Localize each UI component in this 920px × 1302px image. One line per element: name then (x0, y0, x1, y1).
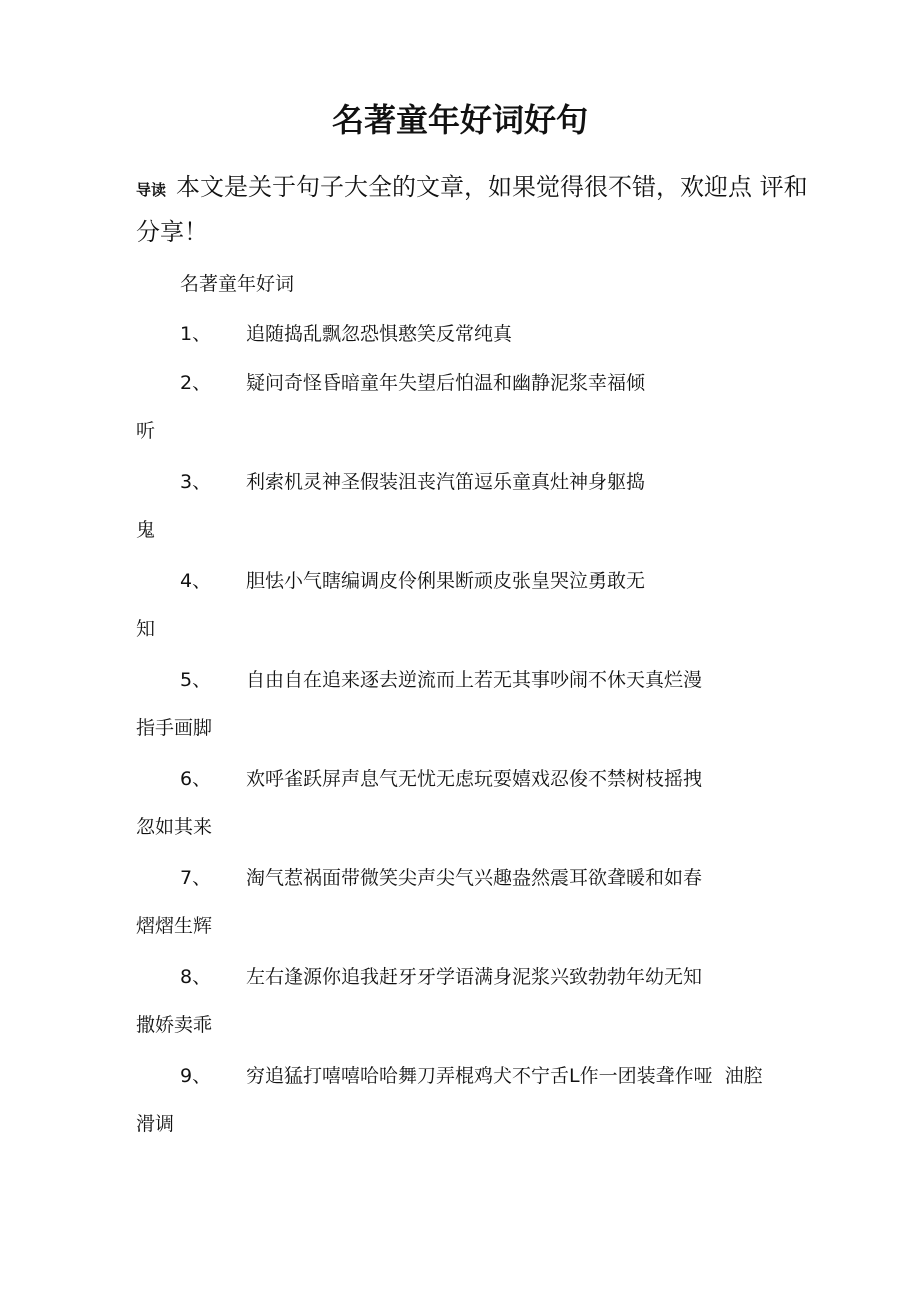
item-words: 疑问奇怪昏暗童年失望后怕温和幽静泥浆幸福倾 (246, 372, 646, 394)
item-number: 1、 (180, 323, 212, 345)
list-item (136, 664, 816, 739)
list-item (136, 1060, 816, 1135)
intro-text: 本文是关于句子大全的文章，如果觉得很不错，欢迎点 评和分享！ (136, 173, 808, 246)
item-number: 8、 (180, 966, 212, 988)
item-continuation: 忽如其来 (136, 816, 213, 838)
list-item (136, 565, 816, 640)
intro-lead: 导读 (136, 181, 167, 199)
item-number: 9、 (180, 1065, 212, 1087)
item-continuation: 撒娇卖乖 (136, 1014, 213, 1036)
item-words: 自由自在追来逐去逆流而上若无其事吵闹不休天真烂漫 (246, 669, 703, 691)
section-heading: 名著童年好词 (180, 273, 295, 295)
intro-paragraph (136, 166, 816, 253)
item-number: 4、 (180, 570, 212, 592)
item-continuation: 滑调 (136, 1113, 175, 1135)
item-number: 5、 (180, 669, 212, 691)
list-item (136, 961, 816, 1036)
item-words: 追随捣乱飘忽恐惧憨笑反常纯真 (246, 323, 513, 345)
item-number: 3、 (180, 471, 212, 493)
item-continuation: 知 (136, 618, 156, 640)
item-number: 6、 (180, 768, 212, 790)
list-item (136, 763, 816, 838)
list-item (136, 466, 816, 541)
item-words: 穷追猛打嘻嘻哈哈舞刀弄棍鸡犬不宁舌L作一团装聋作哑 油腔 (246, 1065, 763, 1087)
item-words: 利索机灵神圣假装沮丧汽笛逗乐童真灶神身躯捣 (246, 471, 646, 493)
list-item (136, 862, 816, 937)
item-continuation: 听 (136, 420, 156, 442)
item-words: 淘气惹祸面带微笑尖声尖气兴趣盎然震耳欲聋暖和如春 (246, 867, 703, 889)
item-number: 2、 (180, 372, 212, 394)
item-number: 7、 (180, 867, 212, 889)
item-continuation: 鬼 (136, 519, 156, 541)
list-item (136, 318, 816, 350)
item-words: 胆怯小气瞎编调皮伶俐果断顽皮张皇哭泣勇敢无 (246, 570, 646, 592)
list-item (136, 367, 816, 442)
item-continuation: 指手画脚 (136, 717, 213, 739)
document-title: 名著童年好词好句 (331, 101, 588, 139)
item-words: 欢呼雀跃屏声息气无忧无虑玩耍嬉戏忍俊不禁树枝摇拽 (246, 768, 703, 790)
item-continuation: 熠熠生辉 (136, 915, 213, 937)
item-words: 左右逢源你追我赶牙牙学语满身泥浆兴致勃勃年幼无知 (246, 966, 703, 988)
